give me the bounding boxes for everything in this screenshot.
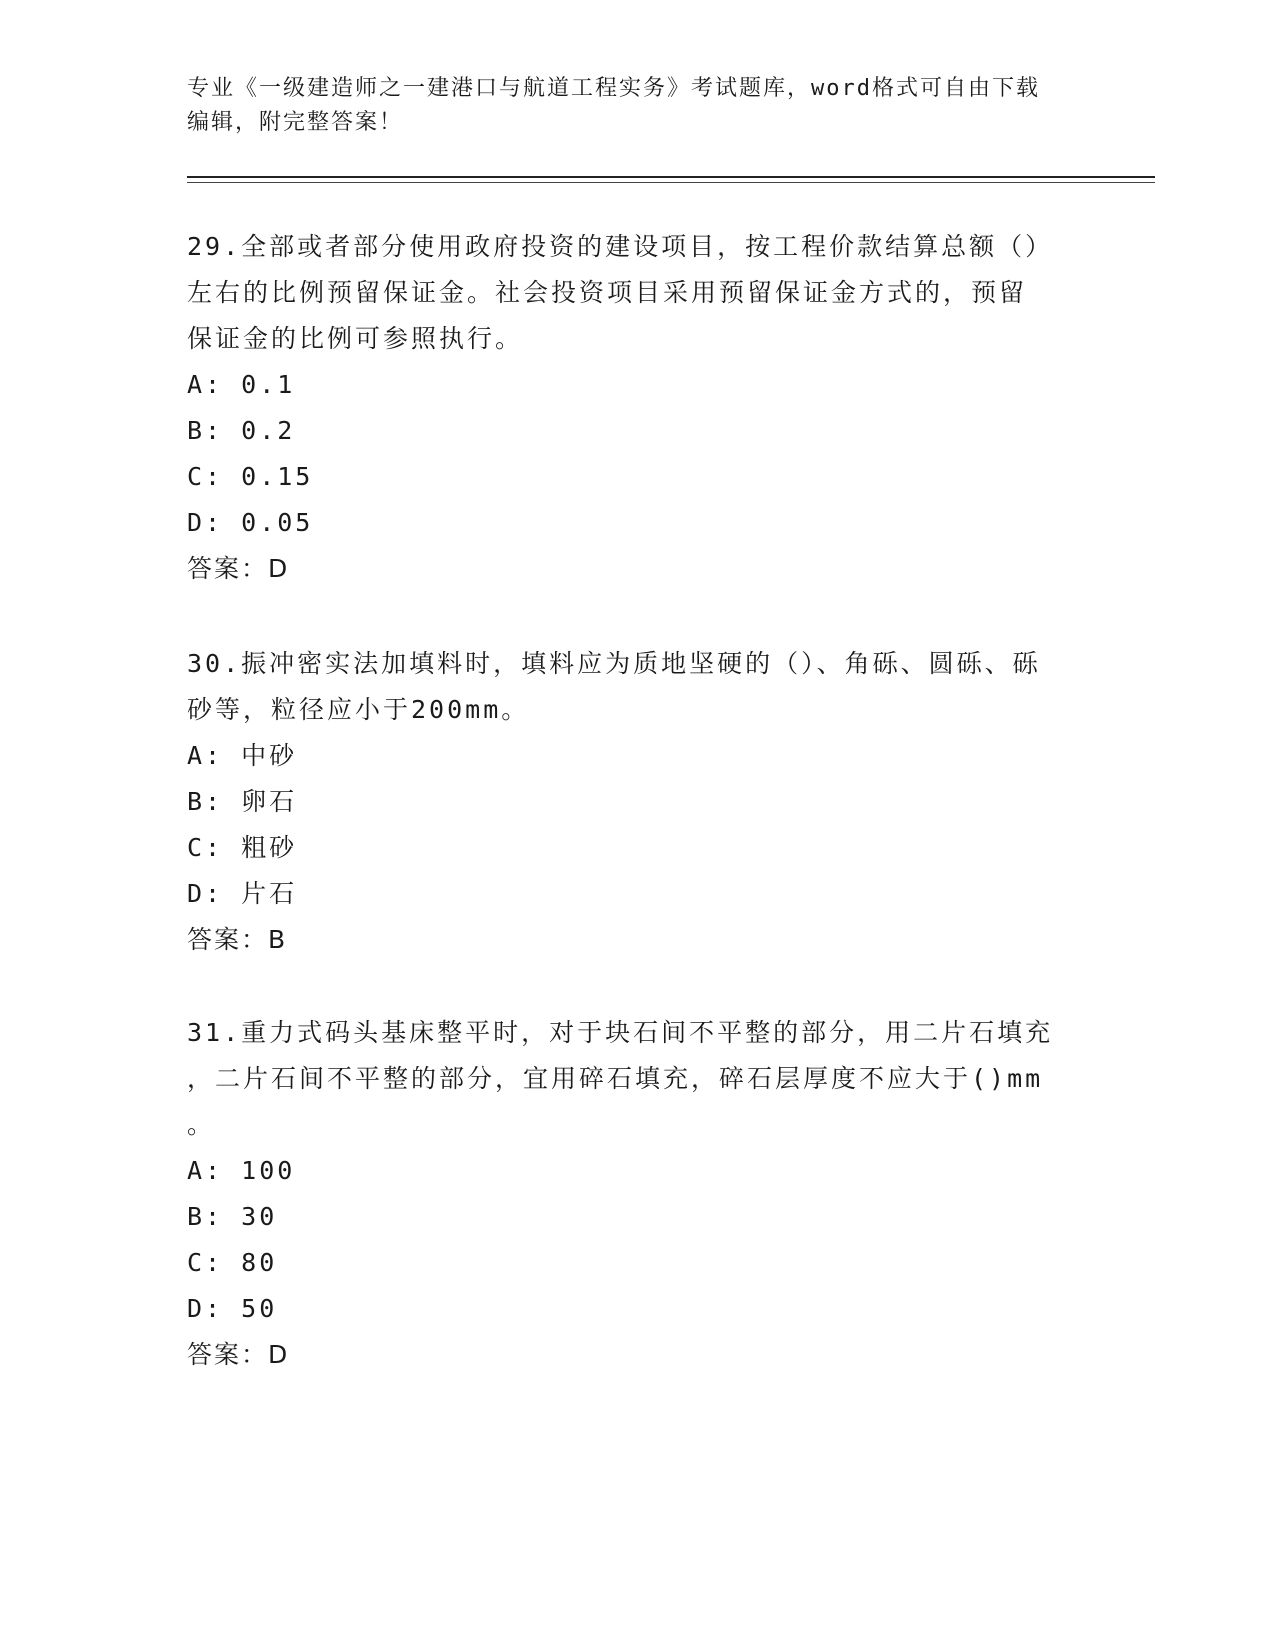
question-text-line: ，二片石间不平整的部分，宜用碎石填充，碎石层厚度不应大于()mm bbox=[187, 1064, 1044, 1093]
option-d: D: 0.05 bbox=[187, 508, 314, 537]
header-divider-thin bbox=[187, 182, 1155, 183]
answer: 答案：B bbox=[187, 925, 288, 954]
option-a: A: 中砂 bbox=[187, 741, 298, 770]
header-divider-thick bbox=[187, 176, 1155, 178]
question-31 bbox=[187, 1010, 1087, 1378]
question-30 bbox=[187, 641, 1087, 963]
question-text-line: 30.振冲密实法加填料时，填料应为质地坚硬的（）、角砾、圆砾、砾 bbox=[187, 649, 1041, 678]
option-d: D: 50 bbox=[187, 1294, 278, 1323]
option-b: B: 0.2 bbox=[187, 416, 296, 445]
header-line-1: 专业《一级建造师之一建港口与航道工程实务》考试题库，word格式可自由下载 bbox=[187, 76, 1040, 101]
option-d: D: 片石 bbox=[187, 879, 298, 908]
question-text-line: 左右的比例预留保证金。社会投资项目采用预留保证金方式的，预留 bbox=[187, 278, 1028, 307]
question-text-line: 31.重力式码头基床整平时，对于块石间不平整的部分，用二片石填充 bbox=[187, 1018, 1054, 1047]
answer: 答案：D bbox=[187, 1340, 290, 1369]
option-c: C: 粗砂 bbox=[187, 833, 298, 862]
header-line-2: 编辑，附完整答案！ bbox=[187, 110, 404, 135]
document-header bbox=[187, 72, 1077, 140]
question-text-line: 29.全部或者部分使用政府投资的建设项目，按工程价款结算总额（） bbox=[187, 232, 1054, 261]
question-29 bbox=[187, 224, 1087, 592]
option-a: A: 0.1 bbox=[187, 370, 296, 399]
answer: 答案：D bbox=[187, 554, 290, 583]
option-c: C: 0.15 bbox=[187, 462, 314, 491]
question-text-line: 保证金的比例可参照执行。 bbox=[187, 324, 524, 353]
option-c: C: 80 bbox=[187, 1248, 278, 1277]
question-text-line: 砂等，粒径应小于200mm。 bbox=[187, 695, 530, 724]
question-text-line: 。 bbox=[187, 1110, 216, 1139]
option-b: B: 30 bbox=[187, 1202, 278, 1231]
option-a: A: 100 bbox=[187, 1156, 296, 1185]
option-b: B: 卵石 bbox=[187, 787, 298, 816]
